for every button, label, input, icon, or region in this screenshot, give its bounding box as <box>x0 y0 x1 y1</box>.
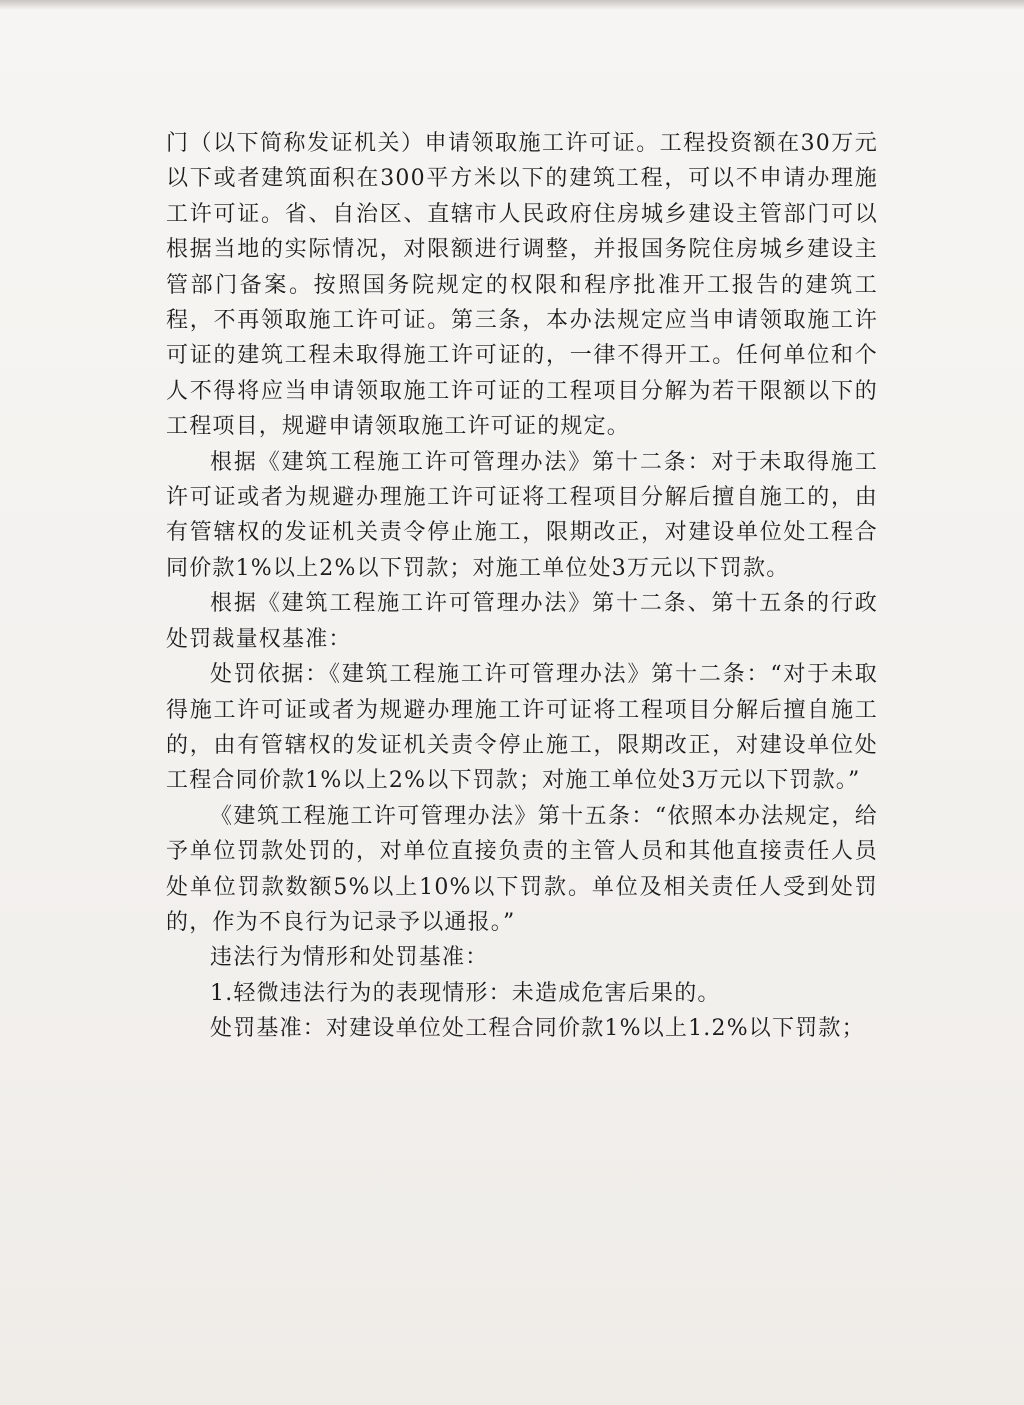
paragraph-violation-heading: 违法行为情形和处罚基准： <box>210 945 489 971</box>
paragraph-discretion-standard: 根据《建筑工程施工许可管理办法》第十二条、第十五条的行政处罚裁量权基准： <box>166 591 878 652</box>
paragraph-permit-requirement: 门（以下简称发证机关）申请领取施工许可证。工程投资额在30万元以下或者建筑面积在300平方米以下的建筑工程，可以不申请办理施工许可证。省、自治区、直辖市人民政府住房城乡建设主管部门可以根据当地的实际情况，对限额进行调整，并报国务院住房城乡建设主管部门备案。按照国务院规定的权限和程序批准开工报告的建筑工程，不再领取施工许可证。第三条，本办法规定应当申请领取施工许可证的建筑工程未取得施工许可证的，一律不得开工。任何单位和个人不得将应当申请领取施工许可证的工程项目分解为若干限额以下的工程项目，规避申请领取施工许可证的规定。 <box>166 131 878 440</box>
paragraph-penalty-basis: 处罚依据：《建筑工程施工许可管理办法》第十二条：“对于未取得施工许可证或者为规避办理施工许可证将工程项目分解后擅自施工的，由有管辖权的发证机关责令停止施工，限期改正，对建设单位处工程合同价款1%以上2%以下罚款；对施工单位处3万元以下罚款。” <box>166 662 878 794</box>
paragraph-minor-violation: 1.轻微违法行为的表现情形：未造成危害后果的。 <box>210 980 721 1006</box>
paragraph-penalty-standard: 处罚基准：对建设单位处工程合同价款1%以上1.2%以下罚款； <box>210 1016 865 1042</box>
scan-top-edge <box>0 0 1024 10</box>
paragraph-article-12: 根据《建筑工程施工许可管理办法》第十二条：对于未取得施工许可证或者为规避办理施工许可证将工程项目分解后擅自施工的，由有管辖权的发证机关责令停止施工，限期改正，对建设单位处工程合同价款1%以上2%以下罚款；对施工单位处3万元以下罚款。 <box>166 449 878 581</box>
paragraph-article-15: 《建筑工程施工许可管理办法》第十五条：“依照本办法规定，给予单位罚款处罚的，对单位直接负责的主管人员和其他直接责任人员处单位罚款数额5%以上10%以下罚款。单位及相关责任人受到处罚的，作为不良行为记录予以通报。” <box>166 803 878 935</box>
document-body <box>166 126 878 1047</box>
